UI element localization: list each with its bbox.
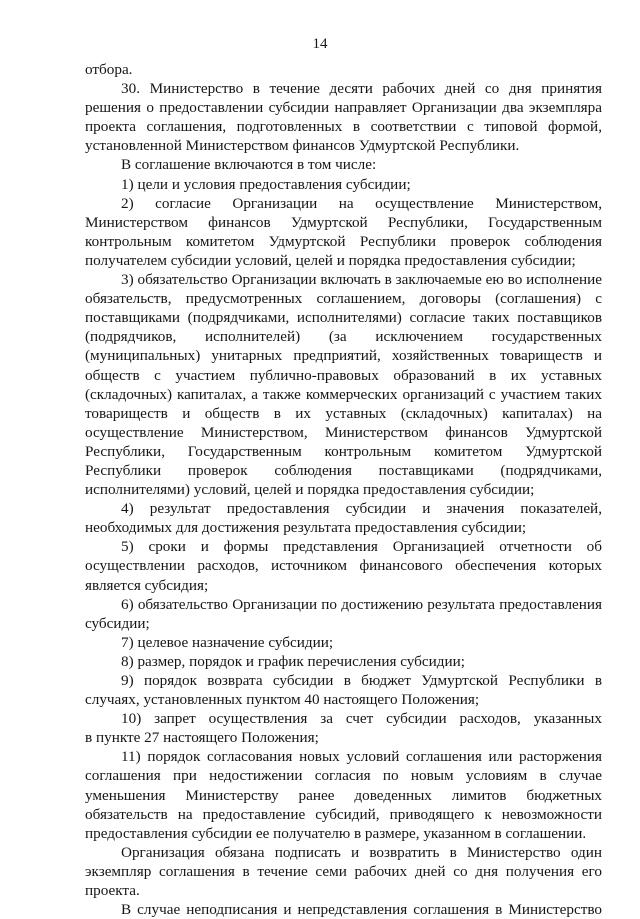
text-line: отбора. [85,61,133,78]
text-line: исполнителями) условий, целей и порядка предоставления субсидии; [85,481,535,499]
text-line: в пункте 27 настоящего Положения; [85,729,319,747]
paragraph [85,595,602,633]
document-body [85,60,602,919]
text-line: 3) обязательство Организации включать в заключаемые ею во исполнение [121,271,602,289]
text-line: установленной Министерством финансов Удмуртской Республики. [85,137,520,155]
text-line: В соглашение включаются в том числе: [121,156,377,174]
paragraph [85,155,602,174]
text-line: товариществ и обществ в их уставных (складочных) капиталах) на [85,404,602,422]
paragraph [85,79,602,155]
paragraph [85,671,602,709]
text-line: В случае неподписания и непредставления соглашения в Министерство [121,901,602,919]
text-line: решения о предоставлении субсидии направляет Организации два экземпляра [85,99,602,117]
text-line: уменьшения Министерству ранее доведенных лимитов бюджетных [85,786,602,804]
paragraph [85,633,602,652]
paragraph [85,537,602,594]
text-line: контрольным комитетом Удмуртской Республики проверок соблюдения [85,232,602,250]
paragraph [85,747,602,842]
paragraph [85,60,602,79]
paragraph [85,499,602,537]
text-line: обществ с участием публично-правовых образований в их уставных [85,366,602,384]
page-number: 14 [312,36,328,52]
text-line: обязательств на предоставление субсидий, приводящего к невозможности [85,805,602,823]
text-line: (подрядчиков, исполнителей) (за исключением государственных [85,328,602,346]
text-line: 1) цели и условия предоставления субсидии; [121,175,411,193]
text-line: Республики, Государственным контрольным комитетом Удмуртской [85,442,602,460]
text-line: 8) размер, порядок и график перечисления субсидии; [121,652,465,670]
text-line: 11) порядок согласования новых условий соглашения или расторжения [121,748,602,766]
text-line: 7) целевое назначение субсидии; [121,633,334,651]
text-line: субсидии; [85,614,150,632]
paragraph [85,652,602,671]
text-line: является субсидия; [85,576,209,594]
text-line: 4) результат предоставления субсидии и значения показателей, [121,500,602,518]
text-line: Организация обязана подписать и возвратить в Министерство один [121,843,602,861]
text-line: осуществление Министерством, Министерством финансов Удмуртской [85,423,602,441]
text-line: 9) порядок возврата субсидии в бюджет Удмуртской Республики в [121,672,602,689]
paragraph [85,194,602,270]
text-line: соглашения при недостижении согласия по новым условиям в случае [85,767,602,785]
text-line: 30. Министерство в течение десяти рабочих дней со дня принятия [121,80,602,98]
paragraph [85,175,602,194]
text-line: 10) запрет осуществления за счет субсидии расходов, указанных [121,710,602,728]
text-line: 6) обязательство Организации по достижению результата предоставления [121,595,602,613]
paragraph [85,900,602,919]
text-line: экземпляр соглашения в течение семи рабочих дней со дня получения его [85,862,602,880]
text-line: (муниципальных) унитарных предприятий, хозяйственных товариществ и [85,347,602,365]
text-line: проекта. [85,882,140,900]
text-line: осуществлении расходов, источником финансового обеспечения которых [85,557,602,575]
text-line: случаях, установленных пунктом 40 настоящего Положения; [85,691,480,709]
text-line: проекта соглашения, подготовленных в соответствии с типовой формой, [85,118,602,136]
text-line: 5) сроки и формы представления Организацией отчетности об [121,538,602,556]
text-line: необходимых для достижения результата предоставления субсидии; [85,519,527,537]
text-line: (складочных) капиталах, а также коммерческих организаций с участием таких [85,385,602,403]
paragraph [85,843,602,900]
paragraph [85,270,602,499]
paragraph [85,709,602,747]
text-line: 2) согласие Организации на осуществление Министерством, [121,194,602,212]
text-line: получателем субсидии условий, целей и порядка предоставления субсидии; [85,251,576,269]
text-line: обязательств, предусмотренных соглашением, договоры (соглашения) с [85,290,602,308]
text-line: Республики проверок соблюдения поставщиками (подрядчиками, [85,461,602,479]
text-line: Министерством финансов Удмуртской Республики, Государственным [85,213,602,231]
text-line: поставщиками (подрядчиками, исполнителями) согласие таких поставщиков [85,309,602,327]
text-line: предоставления субсидии ее получателю в размере, указанном в соглашении. [85,824,587,842]
